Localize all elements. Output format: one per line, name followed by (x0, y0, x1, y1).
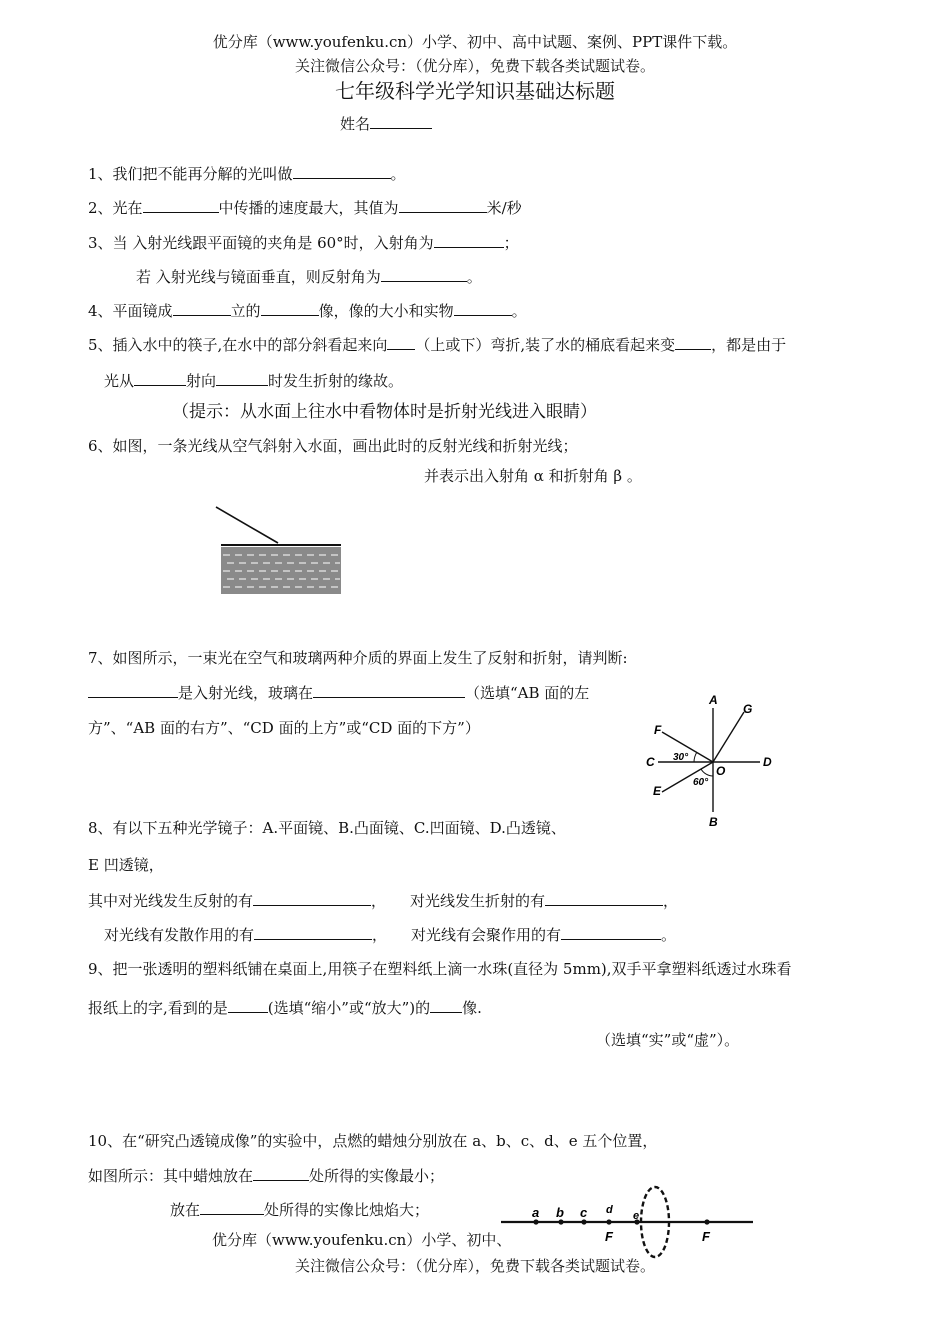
q5-blank-4[interactable] (216, 370, 268, 386)
q8-text-h: ， (372, 926, 388, 944)
q10-blank-1[interactable] (253, 1165, 309, 1181)
question-3 (88, 232, 519, 253)
q8-text-j: 。 (661, 926, 677, 944)
q8-text-d: ， (371, 892, 387, 910)
question-10-part-2 (88, 1165, 444, 1186)
hint-text: （提示：从水面上往水中看物体时是折射光线进入眼睛） (172, 402, 597, 422)
q10-blank-2[interactable] (200, 1199, 264, 1215)
label-point-a: a (532, 1205, 540, 1220)
q8-text-f: ， (663, 892, 679, 910)
q10-text-b: 如图所示：其中蜡烛放在 (88, 1167, 254, 1185)
label-focus-right: F (702, 1229, 710, 1244)
q7-text-c: （选填“AB 面的左 (465, 684, 590, 702)
q8-blank-3[interactable] (254, 924, 372, 940)
question-3-part-2 (136, 266, 482, 287)
q5-text-a: 5、插入水中的筷子,在水中的部分斜看起来向 (88, 336, 388, 354)
q7-blank-2[interactable] (313, 682, 465, 698)
q7-blank-1[interactable] (88, 682, 178, 698)
ray-og (713, 712, 744, 762)
label-o: O (716, 764, 726, 778)
question-9-part-2 (88, 997, 482, 1018)
q5-text-c: ，都是由于 (711, 336, 787, 354)
label-a: A (709, 693, 718, 707)
q7-text-b: 是入射光线，玻璃在 (178, 684, 314, 702)
q3-blank-2[interactable] (381, 266, 467, 282)
point-c (581, 1219, 586, 1224)
q2-blank-2[interactable] (399, 197, 487, 213)
lens-figure (495, 1182, 760, 1262)
q2-text-c: 米/秒 (486, 199, 522, 217)
q5-text-d: 光从 (104, 372, 135, 390)
q8-text-g: 对光线有发散作用的有 (104, 926, 255, 944)
question-9-part-3: （选填“实”或“虚”）。 (596, 1031, 740, 1049)
question-8: 8、有以下五种光学镜子：A.平面镜、B.凸面镜、C.凹面镜、D.凸透镜、 (88, 819, 566, 837)
q8-text-i: 对光线有会聚作用的有 (411, 926, 562, 944)
point-d (606, 1219, 611, 1224)
q2-blank-1[interactable] (143, 197, 219, 213)
q5-text-e: 射向 (186, 372, 217, 390)
q9-blank-1[interactable] (228, 997, 268, 1013)
point-a (533, 1219, 538, 1224)
q5-text-b: （上或下）弯折,装了水的桶底看起来变 (415, 336, 676, 354)
question-4 (88, 300, 527, 321)
q4-blank-3[interactable] (454, 300, 512, 316)
label-point-e: e (633, 1210, 640, 1222)
question-7-part-2 (88, 682, 589, 703)
label-point-c: c (580, 1205, 588, 1220)
name-label: 姓名 (340, 115, 371, 133)
q4-text-d: 。 (511, 302, 527, 320)
q1-end: 。 (390, 165, 406, 183)
label-g: G (743, 702, 753, 716)
q5-blank-1[interactable] (387, 334, 415, 350)
label-f: F (654, 723, 662, 737)
label-d: D (763, 755, 772, 769)
q8-text-e: 对光线发生折射的有 (410, 892, 546, 910)
q8-blank-4[interactable] (561, 924, 661, 940)
angle-arc-60 (701, 769, 713, 776)
q4-blank-2[interactable] (261, 300, 319, 316)
question-7: 7、如图所示，一束光在空气和玻璃两种介质的界面上发生了反射和折射，请判断: (88, 649, 628, 667)
label-point-b: b (556, 1205, 564, 1220)
question-1 (88, 163, 406, 184)
label-c: C (646, 755, 655, 769)
q3-text-b: ； (503, 234, 519, 252)
question-5-part-2 (104, 370, 403, 391)
q1-blank[interactable] (293, 163, 391, 179)
angle-arc-30 (694, 752, 697, 762)
label-point-d: d (606, 1204, 613, 1216)
question-10-part-3 (170, 1199, 429, 1220)
point-f-right (704, 1219, 709, 1224)
question-6-part-2: 并表示出入射角 α 和折射角 β 。 (424, 467, 642, 485)
q9-text-d: 像. (462, 999, 482, 1017)
question-8-part-3 (88, 890, 678, 911)
q5-blank-3[interactable] (134, 370, 186, 386)
q4-text-b: 立的 (230, 302, 261, 320)
label-angle-60: 60° (693, 777, 709, 788)
water-figure (210, 505, 350, 597)
label-focus-left: F (605, 1229, 613, 1244)
q2-text-b: 中传播的速度最大，其值为 (218, 199, 399, 217)
q8-text-c: 其中对光线发生反射的有 (88, 892, 254, 910)
q3-text-c: 若 入射光线与镜面垂直，则反射角为 (136, 268, 381, 286)
q4-text-c: 像，像的大小和实物 (318, 302, 454, 320)
point-b (558, 1219, 563, 1224)
q9-text-b: 报纸上的字,看到的是 (88, 999, 228, 1017)
label-e: E (653, 784, 662, 798)
name-blank[interactable] (370, 113, 432, 129)
q9-text-c: (选填“缩小”或“放大”)的 (267, 999, 431, 1017)
question-8-part-2: E 凹透镜， (88, 856, 164, 874)
question-2 (88, 197, 522, 218)
q3-blank-1[interactable] (434, 232, 504, 248)
question-6: 6、如图，一条光线从空气斜射入水面，画出此时的反射光线和折射光线； (88, 437, 578, 455)
header-line-1: 优分库（www.youfenku.cn）小学、初中、高中试题、案例、PPT课件下载。 (212, 33, 738, 51)
q10-text-d: 放在 (170, 1201, 201, 1219)
question-5 (88, 334, 786, 355)
label-angle-30: 30° (673, 752, 689, 763)
label-b: B (709, 815, 718, 829)
q4-blank-1[interactable] (173, 300, 231, 316)
q1-text: 1、我们把不能再分解的光叫做 (88, 165, 293, 183)
q4-text-a: 4、平面镜成 (88, 302, 173, 320)
question-9: 9、把一张透明的塑料纸铺在桌面上,用筷子在塑料纸上滴一水珠(直径为 5mm),双手平拿塑料纸透过水珠看 (88, 960, 792, 978)
question-10: 10、在“研究凸透镜成像”的实验中，点燃的蜡烛分别放在 a、b、c、d、e 五个位置， (88, 1132, 658, 1150)
name-field (340, 113, 432, 134)
q8-blank-1[interactable] (253, 890, 371, 906)
page-title: 七年级科学光学知识基础达标题 (335, 79, 615, 103)
question-7-part-3: 方”、“AB 面的右方”、“CD 面的上方”或“CD 面的下方”） (88, 719, 480, 737)
q2-text-a: 2、光在 (88, 199, 143, 217)
q5-text-f: 时发生折射的缘故。 (268, 372, 404, 390)
header-line-2: 关注微信公众号：（优分库），免费下载各类试题试卷。 (294, 57, 655, 75)
q5-blank-2[interactable] (675, 334, 711, 350)
q10-text-c: 处所得的实像最小； (309, 1167, 445, 1185)
q9-blank-2[interactable] (430, 997, 462, 1013)
q3-text-d: 。 (466, 268, 482, 286)
q3-text-a: 3、当 入射光线跟平面镜的夹角是 60°时，入射角为 (88, 234, 434, 252)
footer-line-1: 优分库（www.youfenku.cn）小学、初中、 (212, 1231, 512, 1249)
footer-line-2: 关注微信公众号：（优分库），免费下载各类试题试卷。 (294, 1257, 655, 1275)
q10-text-e: 处所得的实像比烛焰大； (264, 1201, 430, 1219)
question-8-part-4 (104, 924, 676, 945)
incident-ray (216, 507, 278, 543)
q8-blank-2[interactable] (545, 890, 663, 906)
refraction-figure (640, 692, 780, 832)
